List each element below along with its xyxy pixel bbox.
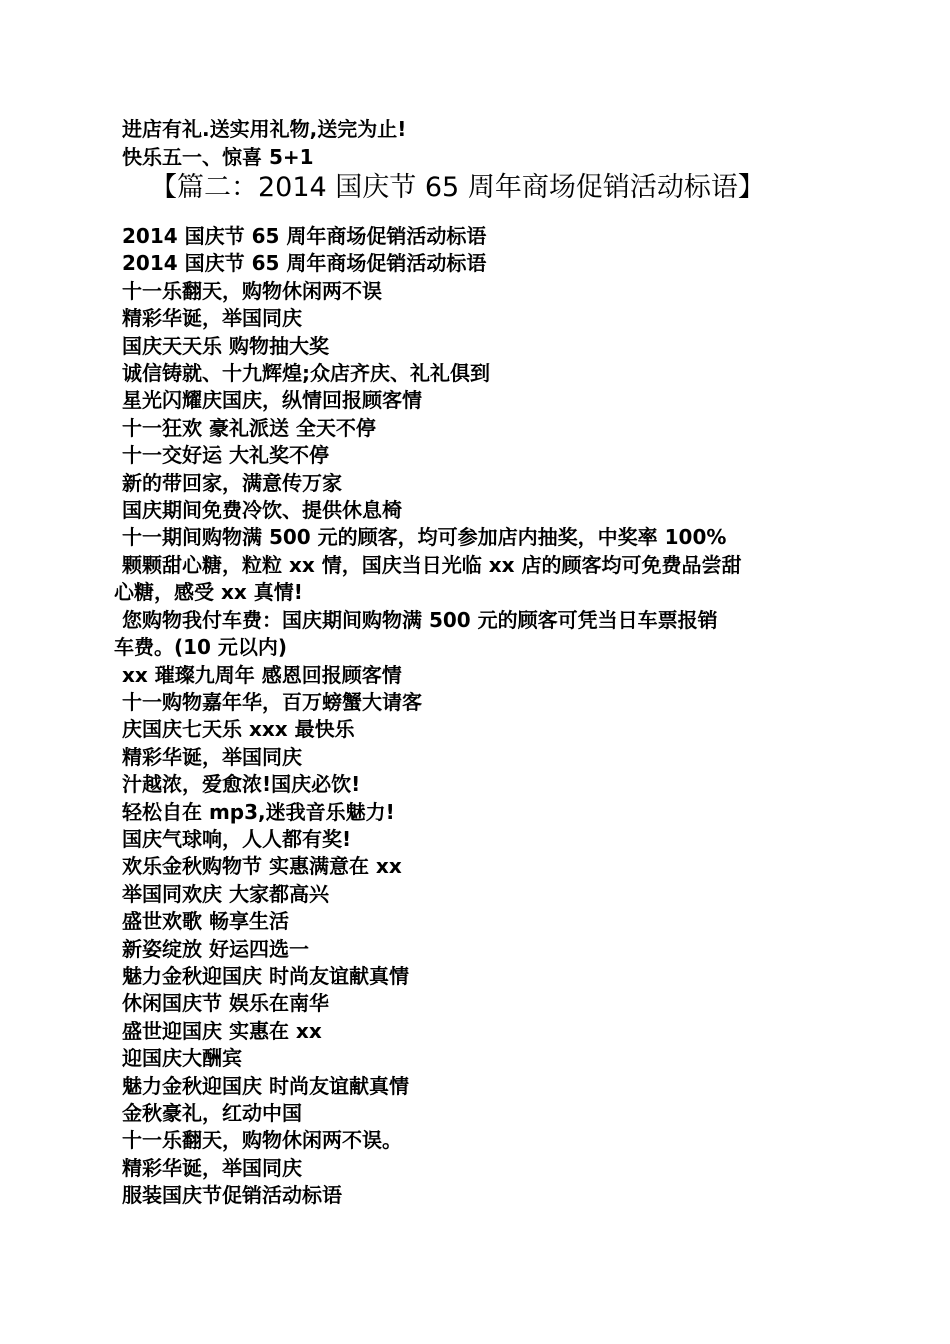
- slogan-line: 精彩华诞，举国同庆: [122, 306, 302, 331]
- slogan-line: 十一交好运 大礼奖不停: [122, 443, 329, 468]
- intro-line: 快乐五一、惊喜 5+1: [122, 145, 314, 169]
- section-heading: 【篇二：2014 国庆节 65 周年商场促销活动标语】: [150, 172, 765, 203]
- paragraph-continuation: 心糖，感受 xx 真情!: [114, 580, 303, 605]
- slogan-line: 国庆期间免费冷饮、提供休息椅: [122, 498, 402, 523]
- slogan-line: 休闲国庆节 娱乐在南华: [122, 991, 329, 1016]
- slogan-line: 十一狂欢 豪礼派送 全天不停: [122, 415, 376, 440]
- slogan-line: 欢乐金秋购物节 实惠满意在 xx: [122, 854, 402, 879]
- slogan-line: 魅力金秋迎国庆 时尚友谊献真情: [122, 1073, 409, 1098]
- slogan-line: 轻松自在 mp3,迷我音乐魅力!: [122, 799, 395, 824]
- slogan-line: 精彩华诞，举国同庆: [122, 1155, 302, 1180]
- slogan-line: 2014 国庆节 65 周年商场促销活动标语: [122, 251, 487, 276]
- slogan-line: 汁越浓，爱愈浓!国庆必饮!: [122, 772, 361, 797]
- slogan-line: 金秋豪礼，红动中国: [122, 1101, 302, 1125]
- slogan-line: 诚信铸就、十九辉煌;众店齐庆、礼礼俱到: [122, 361, 490, 386]
- intro-line: 进店有礼.送实用礼物,送完为止!: [122, 117, 407, 141]
- slogan-line: 十一乐翻天，购物休闲两不误。: [122, 1128, 402, 1153]
- slogan-line: 精彩华诞，举国同庆: [122, 744, 302, 769]
- slogan-line: 国庆气球响，人人都有奖!: [122, 826, 352, 851]
- slogan-line: 新的带回家，满意传万家: [122, 470, 342, 495]
- wrapped-paragraph: [114, 607, 842, 662]
- intro-block: [122, 115, 406, 171]
- slogan-line: 魅力金秋迎国庆 时尚友谊献真情: [122, 963, 409, 988]
- slogan-line: 十一购物嘉年华，百万螃蟹大请客: [122, 689, 422, 714]
- slogan-line: 星光闪耀庆国庆，纵情回报顾客情: [122, 388, 422, 413]
- slogan-line: 服装国庆节促销活动标语: [122, 1183, 342, 1208]
- slogan-list: [114, 223, 842, 1210]
- slogan-line: 庆国庆七天乐 xxx 最快乐: [122, 717, 355, 742]
- slogan-line: 十一乐翻天，购物休闲两不误: [122, 278, 382, 303]
- slogan-line: 迎国庆大酬宾: [122, 1046, 242, 1071]
- slogan-line: xx 璀璨九周年 感恩回报顾客情: [122, 662, 402, 687]
- slogan-line: 十一期间购物满 500 元的顾客，均可参加店内抽奖，中奖率 100%: [122, 525, 727, 550]
- slogan-line: 盛世迎国庆 实惠在 xx: [122, 1018, 322, 1043]
- slogan-line: 新姿绽放 好运四选一: [122, 936, 309, 961]
- paragraph-first-line: 颗颗甜心糖，粒粒 xx 情，国庆当日光临 xx 店的顾客均可免费品尝甜: [122, 552, 742, 577]
- slogan-line: 国庆天天乐 购物抽大奖: [122, 333, 329, 358]
- wrapped-paragraph: [114, 552, 842, 607]
- paragraph-first-line: 您购物我付车费：国庆期间购物满 500 元的顾客可凭当日车票报销: [122, 607, 718, 632]
- slogan-line: 盛世欢歌 畅享生活: [122, 909, 289, 934]
- paragraph-continuation: 车费。(10 元以内): [114, 635, 288, 660]
- slogan-line: 举国同欢庆 大家都高兴: [122, 881, 329, 906]
- slogan-line: 2014 国庆节 65 周年商场促销活动标语: [122, 224, 487, 248]
